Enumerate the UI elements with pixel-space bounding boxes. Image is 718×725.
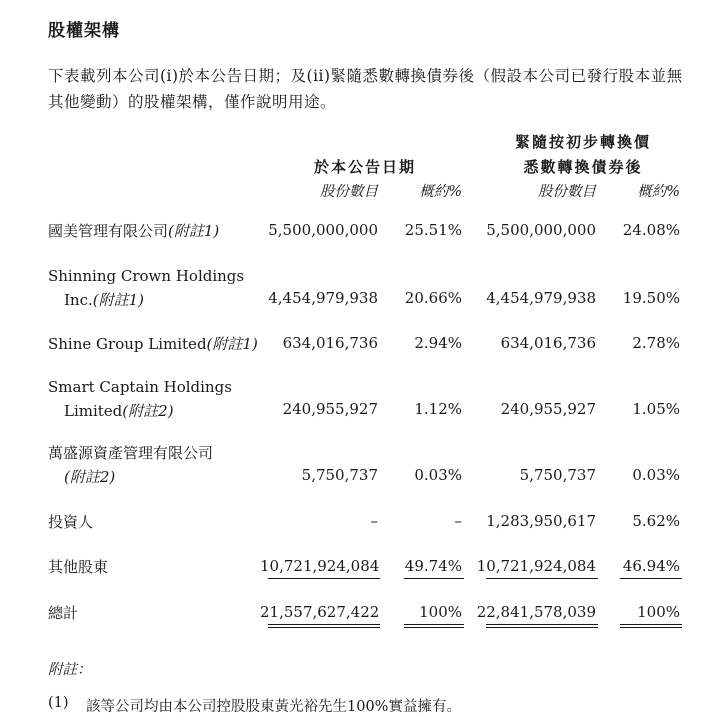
pct-as-at-date: 0.03% — [414, 466, 462, 484]
subheader-approx-2: 概約% — [637, 184, 680, 200]
pct-after-conversion: 24.08% — [622, 221, 680, 239]
pct-after-conversion: 1.05% — [632, 400, 680, 418]
shares-as-at-date: – — [370, 512, 378, 530]
pct-as-at-date: 25.51% — [404, 221, 462, 239]
pct-as-at-date: – — [454, 512, 462, 530]
subheader-shares-1: 股份數目 — [320, 184, 378, 200]
shareholder-name: 投資人 — [48, 513, 94, 531]
pct-after-conversion: 0.03% — [632, 466, 680, 484]
shares-as-at-date: 634,016,736 — [282, 334, 378, 352]
pct-as-at-date: 49.74% — [404, 557, 462, 575]
shares-as-at-date: 5,500,000,000 — [268, 221, 378, 239]
note-ref: (附註2) — [122, 402, 174, 420]
shareholder-name: Shine Group Limited — [48, 335, 207, 353]
subheader-approx-1: 概約% — [419, 184, 462, 200]
subheader-shares-2: 股份數目 — [538, 184, 596, 200]
notes-heading: 附註： — [48, 662, 92, 678]
total-double-rule — [404, 627, 464, 628]
pct-as-at-date: 1.12% — [414, 400, 462, 418]
intro-paragraph: 下表載列本公司(i)於本公告日期；及(ii)緊隨悉數轉換債券後（假設本公司已發行股本並無其他變動）的股權架構，僅作說明用途。 — [48, 67, 683, 111]
table-row-label — [48, 441, 213, 489]
note-ref: (附註1) — [168, 222, 220, 240]
shareholder-name: Smart Captain Holdings — [48, 378, 232, 396]
shares-after-conversion: 5,500,000,000 — [486, 221, 596, 239]
total-double-rule — [486, 627, 598, 628]
shares-as-at-date: 4,454,979,938 — [268, 289, 378, 307]
total-double-rule — [404, 624, 464, 625]
subtotal-rule — [268, 578, 380, 579]
shareholder-name-cont: Limited — [64, 402, 123, 420]
table-row-label — [48, 555, 108, 579]
pct-as-at-date: 2.94% — [414, 334, 462, 352]
section-title: 股權架構 — [48, 21, 120, 41]
shareholder-name: Shinning Crown Holdings — [48, 267, 245, 285]
total-pct-after-conversion: 100% — [637, 603, 680, 621]
total-double-rule — [268, 627, 380, 628]
shareholder-name: 萬盛源資產管理有限公司 — [48, 444, 214, 462]
table-row-label — [48, 375, 232, 423]
shares-after-conversion: 1,283,950,617 — [486, 512, 596, 530]
total-double-rule — [486, 624, 598, 625]
total-pct-as-at-date: 100% — [419, 603, 462, 621]
note-ref: (附註1) — [206, 335, 258, 353]
total-shares-after-conversion: 22,841,578,039 — [476, 603, 596, 621]
pct-after-conversion: 19.50% — [622, 289, 680, 307]
total-double-rule — [620, 624, 682, 625]
note-ref: (附註2) — [64, 468, 116, 486]
shareholder-name-cont: Inc. — [64, 291, 93, 309]
table-row-label — [48, 219, 219, 243]
total-label: 總計 — [48, 604, 79, 622]
shares-as-at-date: 10,721,924,084 — [260, 557, 380, 575]
shareholder-name: 其他股東 — [48, 558, 109, 576]
subtotal-rule — [620, 578, 682, 579]
shares-as-at-date: 5,750,737 — [301, 466, 378, 484]
footnote-marker: (1) — [48, 695, 69, 711]
table-row-label — [48, 332, 258, 356]
pct-after-conversion: 2.78% — [632, 334, 680, 352]
total-double-rule — [268, 624, 380, 625]
table-row-label — [48, 510, 93, 534]
subtotal-rule — [486, 578, 598, 579]
shares-after-conversion: 10,721,924,084 — [476, 557, 596, 575]
table-row-label — [48, 264, 244, 312]
pct-after-conversion: 46.94% — [622, 557, 680, 575]
header-after-conversion-line1: 緊隨按初步轉換價 — [514, 133, 651, 151]
pct-as-at-date: 20.66% — [404, 289, 462, 307]
note-ref: (附註1) — [92, 291, 145, 309]
total-shares-as-at-date: 21,557,627,422 — [260, 603, 380, 621]
shareholder-name: 國美管理有限公司 — [48, 222, 169, 240]
subtotal-rule — [404, 578, 464, 579]
header-after-conversion-line2: 悉數轉換債券後 — [523, 158, 643, 176]
shares-after-conversion: 240,955,927 — [500, 400, 596, 418]
footnote-text: 該等公司均由本公司控股股東黃光裕先生100%實益擁有。 — [86, 699, 461, 715]
shares-after-conversion: 5,750,737 — [519, 466, 596, 484]
pct-after-conversion: 5.62% — [632, 512, 680, 530]
shares-as-at-date: 240,955,927 — [282, 400, 378, 418]
shares-after-conversion: 4,454,979,938 — [486, 289, 596, 307]
total-double-rule — [620, 627, 682, 628]
header-as-at-date: 於本公告日期 — [313, 158, 416, 176]
shares-after-conversion: 634,016,736 — [500, 334, 596, 352]
